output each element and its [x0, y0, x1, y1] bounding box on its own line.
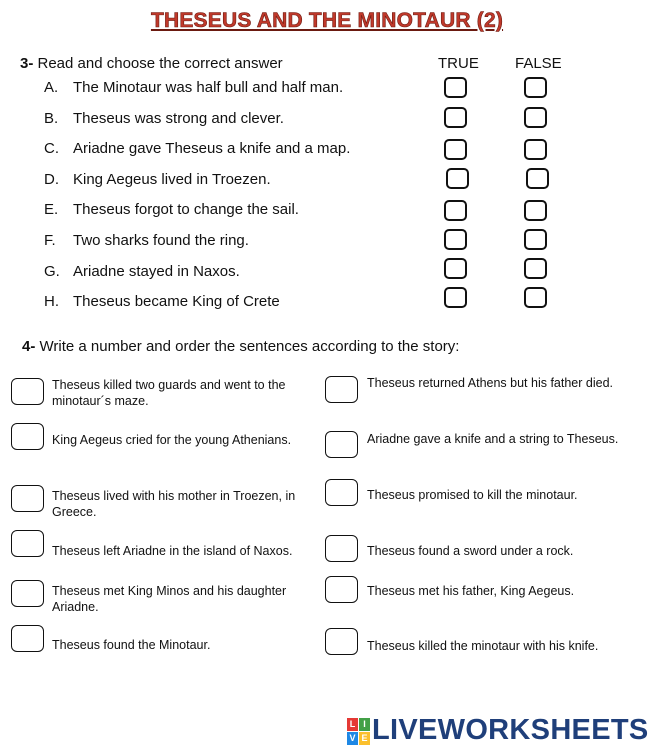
liveworksheets-wordmark: LIVEWORKSHEETS — [372, 714, 649, 746]
true-checkbox-c[interactable] — [444, 139, 467, 160]
order-sentence-right-1: Theseus returned Athens but his father died. — [367, 376, 613, 390]
statement-text: Ariadne gave Theseus a knife and a map. — [73, 140, 351, 157]
statement-letter: A. — [44, 79, 59, 96]
true-checkbox-e[interactable] — [444, 200, 467, 221]
statement-text: Theseus was strong and clever. — [73, 110, 284, 127]
order-input-right-2[interactable] — [325, 431, 358, 458]
true-checkbox-f[interactable] — [444, 229, 467, 250]
statement-d — [44, 171, 271, 188]
statement-h — [44, 293, 280, 310]
question-4-number: 4- — [22, 338, 36, 355]
logo-icon-letter: V — [347, 732, 358, 745]
liveworksheets-icon — [347, 718, 369, 744]
statement-text: Theseus became King of Crete — [73, 293, 280, 310]
order-sentence-left-5: Theseus met King Minos and his daughter Ariadne. — [52, 584, 287, 614]
true-checkbox-b[interactable] — [444, 107, 467, 128]
order-input-left-2[interactable] — [11, 423, 44, 450]
statement-letter: B. — [44, 110, 59, 127]
order-input-left-5[interactable] — [11, 580, 44, 607]
false-checkbox-h[interactable] — [524, 287, 547, 308]
logo-icon-letter: I — [359, 718, 370, 731]
false-checkbox-f[interactable] — [524, 229, 547, 250]
statement-text: Theseus forgot to change the sail. — [73, 201, 299, 218]
statement-letter: E. — [44, 201, 59, 218]
true-checkbox-h[interactable] — [444, 287, 467, 308]
logo-icon-letter: L — [347, 718, 358, 731]
order-sentence-right-2: Ariadne gave a knife and a string to Theseus. — [367, 432, 619, 446]
order-input-right-3[interactable] — [325, 479, 358, 506]
order-sentence-left-4: Theseus left Ariadne in the island of Naxos. — [52, 544, 293, 558]
order-sentence-left-6: Theseus found the Minotaur. — [52, 638, 211, 652]
statement-c — [44, 140, 350, 157]
statement-text: The Minotaur was half bull and half man. — [73, 79, 344, 96]
statement-letter: C. — [44, 140, 59, 157]
false-checkbox-d[interactable] — [526, 168, 549, 189]
order-sentence-left-3: Theseus lived with his mother in Troezen, in Greece. — [52, 489, 296, 519]
question-3-instruction: Read and choose the correct answer — [33, 55, 283, 72]
true-checkbox-a[interactable] — [444, 77, 467, 98]
statement-a — [44, 79, 343, 96]
false-checkbox-e[interactable] — [524, 200, 547, 221]
order-sentence-right-6: Theseus killed the minotaur with his knife. — [367, 639, 599, 653]
statement-letter: G. — [44, 263, 60, 280]
false-checkbox-c[interactable] — [524, 139, 547, 160]
order-input-right-5[interactable] — [325, 576, 358, 603]
order-input-right-6[interactable] — [325, 628, 358, 655]
false-checkbox-b[interactable] — [524, 107, 547, 128]
true-column-header: TRUE — [438, 55, 479, 72]
question-3-number: 3- — [20, 55, 34, 72]
statement-letter: H. — [44, 293, 59, 310]
question-4-heading — [22, 338, 459, 355]
order-input-left-1[interactable] — [11, 378, 44, 405]
liveworksheets-logo — [347, 714, 649, 747]
question-3-heading — [20, 55, 283, 72]
order-input-right-1[interactable] — [325, 376, 358, 403]
order-sentence-left-1: Theseus killed two guards and went to the minotaur´s maze. — [52, 378, 286, 408]
order-input-left-3[interactable] — [11, 485, 44, 512]
statement-text: King Aegeus lived in Troezen. — [73, 171, 271, 188]
statement-letter: F. — [44, 232, 56, 249]
statement-text: Two sharks found the ring. — [73, 232, 249, 249]
statement-b — [44, 110, 284, 127]
statement-g — [44, 263, 240, 280]
order-sentence-right-5: Theseus met his father, King Aegeus. — [367, 584, 575, 598]
order-sentence-right-3: Theseus promised to kill the minotaur. — [367, 488, 578, 502]
statement-e — [44, 201, 299, 218]
question-4-instruction: Write a number and order the sentences according to the story: — [35, 338, 460, 355]
order-sentence-left-2: King Aegeus cried for the young Athenians. — [52, 433, 292, 447]
statement-letter: D. — [44, 171, 59, 188]
false-checkbox-a[interactable] — [524, 77, 547, 98]
statement-text: Ariadne stayed in Naxos. — [73, 263, 240, 280]
page-title: THESEUS AND THE MINOTAUR (2) — [150, 9, 504, 32]
order-input-left-6[interactable] — [11, 625, 44, 652]
order-input-right-4[interactable] — [325, 535, 358, 562]
true-checkbox-g[interactable] — [444, 258, 467, 279]
statement-f — [44, 232, 249, 249]
false-column-header: FALSE — [515, 55, 562, 72]
logo-icon-letter: E — [359, 732, 370, 745]
false-checkbox-g[interactable] — [524, 258, 547, 279]
order-input-left-4[interactable] — [11, 530, 44, 557]
order-sentence-right-4: Theseus found a sword under a rock. — [367, 544, 574, 558]
true-checkbox-d[interactable] — [446, 168, 469, 189]
